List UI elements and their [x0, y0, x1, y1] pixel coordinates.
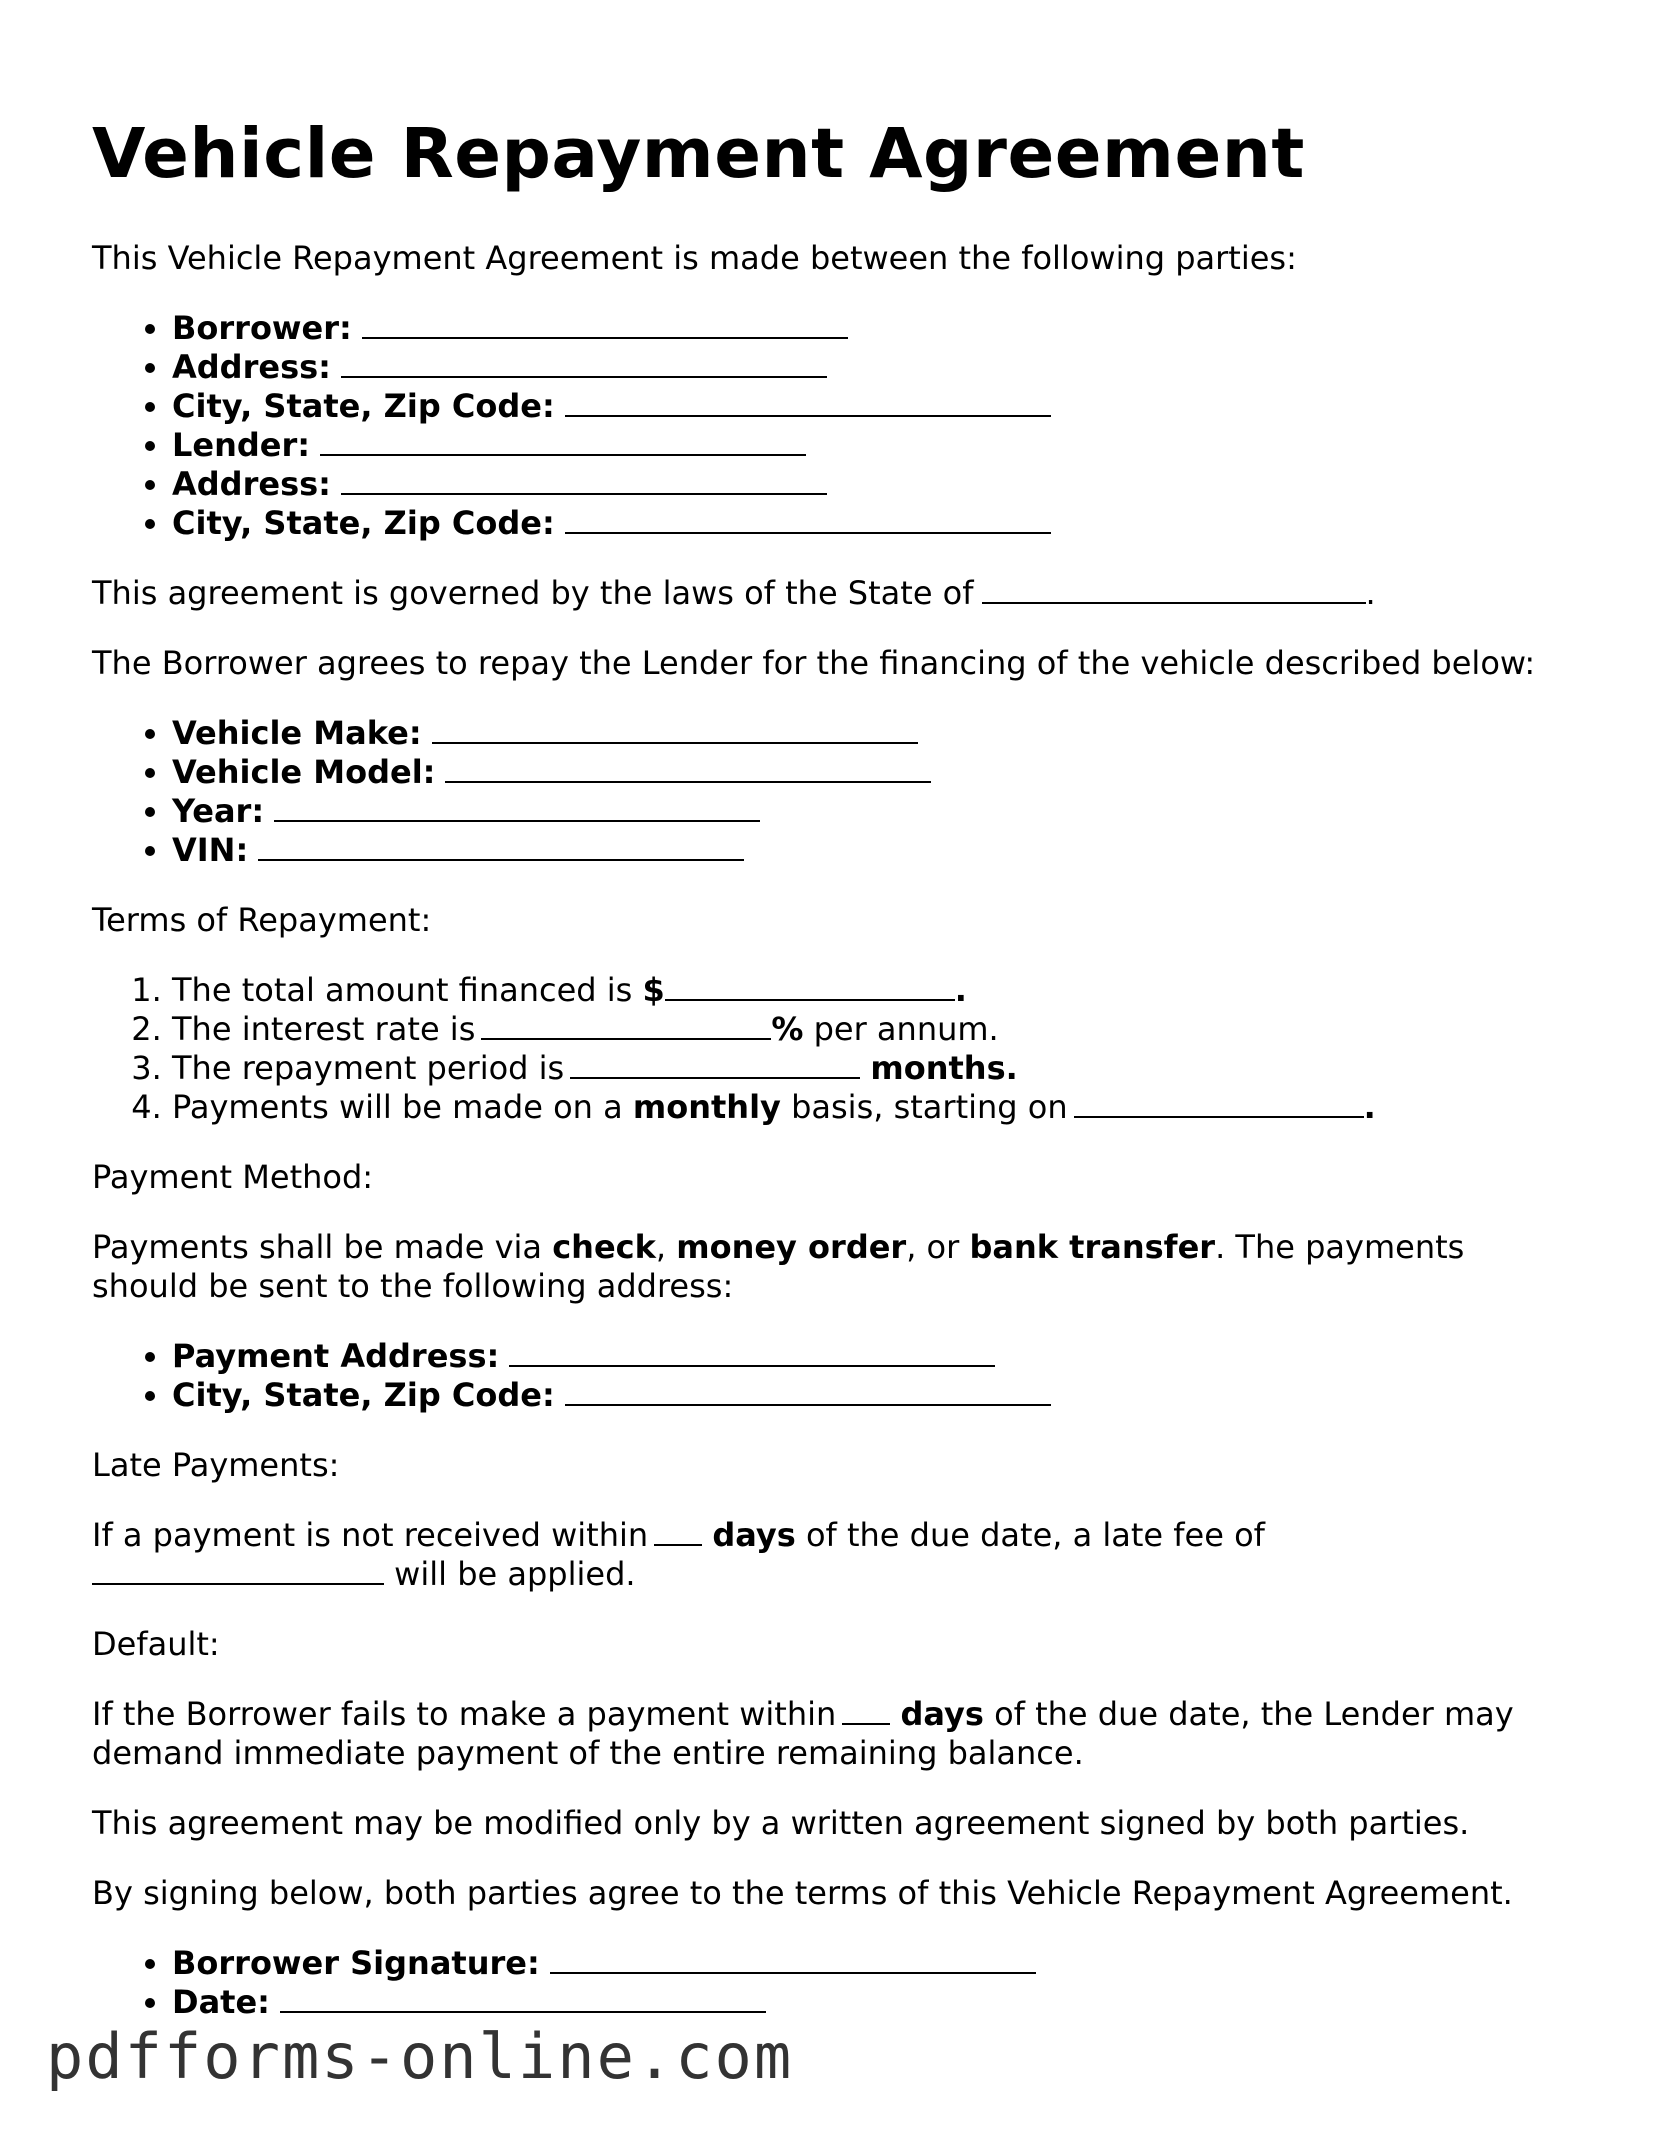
borrower-address-blank-line[interactable]: [341, 350, 827, 378]
lender-blank-line[interactable]: [320, 428, 806, 456]
list-item: [172, 1337, 1572, 1376]
payment-city-blank-line[interactable]: [565, 1378, 1051, 1406]
payment-method-paragraph: Payments shall be made via check, money order, or bank transfer. The payments should be sent to the following address:: [92, 1228, 1465, 1305]
field-label: Lender:: [172, 426, 311, 464]
borrower-signature-blank-line[interactable]: [550, 1946, 1036, 1974]
list-item: 2. The interest rate is % per annum.: [172, 1010, 1572, 1049]
payment-method-heading: Payment Method:: [92, 1158, 374, 1196]
default-days-blank-line[interactable]: [842, 1697, 890, 1725]
vehicle-year-blank-line[interactable]: [274, 794, 760, 822]
state-blank-line[interactable]: [982, 576, 1366, 604]
field-label: VIN:: [172, 831, 249, 869]
list-item: [172, 1944, 1572, 1983]
payment-address-list: [92, 1337, 1572, 1415]
list-item: [172, 387, 1572, 426]
field-label: Address:: [172, 348, 331, 386]
late-days-blank-line[interactable]: [654, 1518, 702, 1546]
lender-city-blank-line[interactable]: [565, 506, 1051, 534]
modification-paragraph: This agreement may be modified only by a written agreement signed by both parties.: [92, 1804, 1470, 1842]
field-label: City, State, Zip Code:: [172, 504, 555, 542]
financing-paragraph: The Borrower agrees to repay the Lender for the financing of the vehicle described below:: [92, 644, 1536, 682]
list-item: [172, 1983, 1572, 2022]
list-item: [172, 831, 1572, 870]
list-item: 4. Payments will be made on a monthly basis, starting on .: [172, 1088, 1572, 1127]
document-title: Vehicle Repayment Agreement: [92, 114, 1305, 194]
field-label: Borrower Signature:: [172, 1944, 540, 1982]
vehicle-list: [92, 714, 1572, 870]
late-fee-blank-line[interactable]: [92, 1557, 384, 1585]
field-label: City, State, Zip Code:: [172, 387, 555, 425]
field-label: Vehicle Make:: [172, 714, 422, 752]
document-page: [92, 108, 1572, 2053]
list-item: [172, 714, 1572, 753]
parties-list: [92, 309, 1572, 543]
list-item: [172, 309, 1572, 348]
list-item: [172, 1376, 1572, 1415]
watermark-text: pdfforms-online.com: [46, 2020, 794, 2093]
amount-blank-line[interactable]: [665, 973, 955, 1001]
list-item: [172, 348, 1572, 387]
interest-rate-blank-line[interactable]: [481, 1012, 771, 1040]
list-item: 3. The repayment period is months.: [172, 1049, 1572, 1088]
field-label: City, State, Zip Code:: [172, 1376, 555, 1414]
start-date-blank-line[interactable]: [1074, 1090, 1364, 1118]
vehicle-vin-blank-line[interactable]: [258, 833, 744, 861]
vehicle-make-blank-line[interactable]: [432, 716, 918, 744]
lender-address-blank-line[interactable]: [341, 467, 827, 495]
list-item: [172, 465, 1572, 504]
late-payments-paragraph: If a payment is not received within days of the due date, a late fee of will be applied.: [92, 1516, 1265, 1593]
list-item: [172, 792, 1572, 831]
period-blank-line[interactable]: [570, 1051, 860, 1079]
field-label: Year:: [172, 792, 265, 830]
payment-address-blank-line[interactable]: [509, 1339, 995, 1367]
default-paragraph: If the Borrower fails to make a payment within days of the due date, the Lender may demand immediate payment of the entire remaining balance.: [92, 1695, 1514, 1772]
governing-law-paragraph: This agreement is governed by the laws of the State of .: [92, 574, 1376, 612]
date-blank-line[interactable]: [280, 1985, 766, 2013]
signing-paragraph: By signing below, both parties agree to the terms of this Vehicle Repayment Agreement.: [92, 1874, 1513, 1912]
terms-list: [92, 971, 1572, 1127]
list-item: [172, 426, 1572, 465]
list-item: [172, 504, 1572, 543]
field-label: Payment Address:: [172, 1337, 500, 1375]
field-label: Borrower:: [172, 309, 352, 347]
signatures-list: [92, 1944, 1572, 2022]
list-item: 1. The total amount financed is $ .: [172, 971, 1572, 1010]
terms-heading: Terms of Repayment:: [92, 901, 432, 939]
default-heading: Default:: [92, 1625, 220, 1663]
list-item: [172, 753, 1572, 792]
field-label: Vehicle Model:: [172, 753, 436, 791]
borrower-city-blank-line[interactable]: [565, 389, 1051, 417]
borrower-blank-line[interactable]: [362, 311, 848, 339]
vehicle-model-blank-line[interactable]: [445, 755, 931, 783]
field-label: Date:: [172, 1983, 270, 2021]
late-payments-heading: Late Payments:: [92, 1446, 340, 1484]
intro-paragraph: This Vehicle Repayment Agreement is made between the following parties:: [92, 239, 1297, 277]
field-label: Address:: [172, 465, 331, 503]
